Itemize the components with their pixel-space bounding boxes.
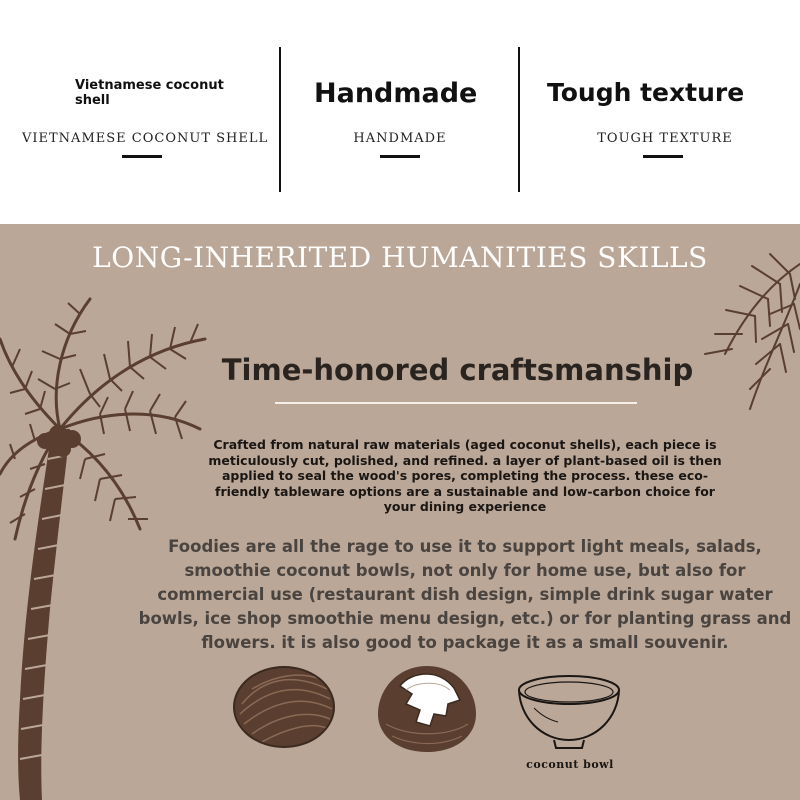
coconut-bowl-label: coconut bowl: [526, 758, 614, 771]
feature-title-tough-texture: Tough texture: [547, 78, 745, 107]
feature-subtitle-tough-texture: TOUGH TEXTURE: [597, 131, 733, 146]
feature-underline-2: [380, 155, 420, 158]
feature-underline-3: [643, 155, 683, 158]
cracked-coconut-illustration: [376, 664, 478, 754]
whole-coconut-illustration: [232, 664, 337, 749]
headline-underline: [275, 402, 637, 404]
feature-subtitle-handmade: HANDMADE: [353, 131, 447, 146]
section-headline: Time-honored craftsmanship: [221, 353, 694, 387]
feature-subtitle-coconut-shell: VIETNAMESE COCONUT SHELL: [22, 131, 269, 146]
feature-strip: [0, 0, 800, 224]
section-banner: LONG-INHERITED HUMANITIES SKILLS: [92, 241, 708, 274]
feature-title-coconut-shell: Vietnamese coconut shell: [75, 78, 224, 108]
feature-title-handmade: Handmade: [314, 78, 478, 109]
craftsmanship-panel: [0, 224, 800, 800]
feature-divider-1: [279, 47, 281, 192]
usage-paragraph: Foodies are all the rage to use it to support light meals, salads, smoothie coconut bowls, not only for home use, but also for commercial use (restaurant dish design, simple drink sugar water bowls, ice shop smoothie menu design, etc.) or for planting grass and flowers. it is also good to package it as a small souvenir.: [138, 537, 792, 652]
coconut-bowl-illustration: [514, 668, 624, 754]
feature-divider-2: [518, 47, 520, 192]
feature-underline-1: [122, 155, 162, 158]
description-paragraph: Crafted from natural raw materials (aged coconut shells), each piece is meticulously cut, polished, and refined. a layer of plant-based oil is then applied to seal the wood's pores, completing the process. these eco-friendly tableware options are a sustainable and low-carbon choice for your dining experience: [208, 437, 722, 514]
